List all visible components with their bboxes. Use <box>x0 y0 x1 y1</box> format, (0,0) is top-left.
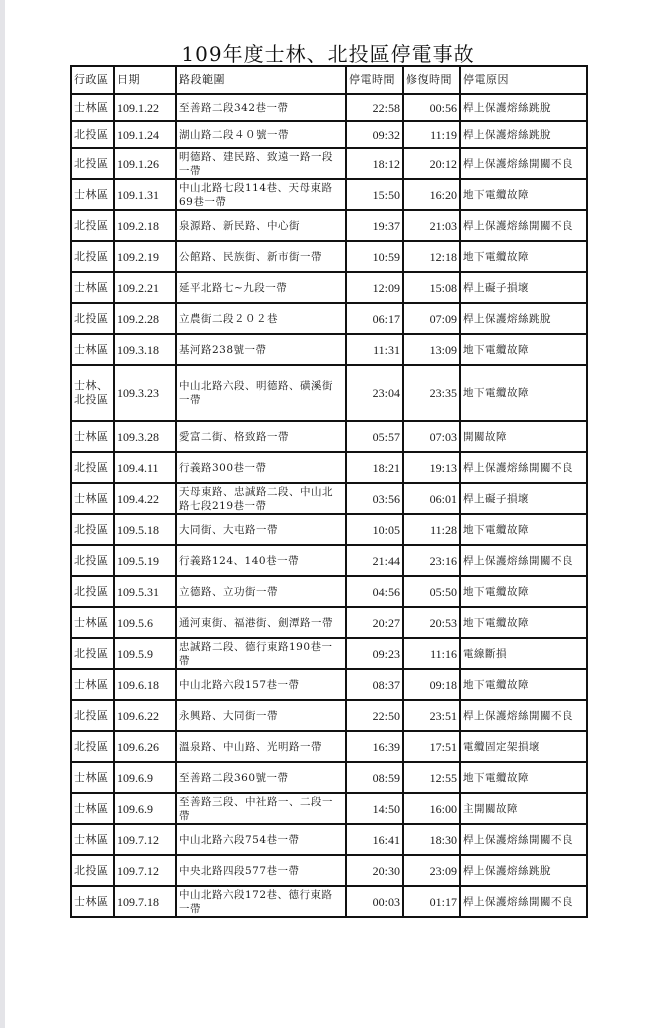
cell-outage-time: 06:17 <box>346 303 403 334</box>
cell-outage-time: 14:50 <box>346 793 403 824</box>
cell-district: 北投區 <box>71 148 114 179</box>
cell-range: 行義路124、140巷一帶 <box>176 545 346 576</box>
table-row <box>71 121 587 148</box>
cell-cause: 桿上保護熔絲開關不良 <box>460 148 587 179</box>
table-row <box>71 94 587 121</box>
cell-restore-time: 11:19 <box>403 121 460 148</box>
cell-date: 109.3.23 <box>114 365 176 421</box>
cell-date: 109.1.31 <box>114 179 176 210</box>
cell-district: 士林區 <box>71 669 114 700</box>
cell-district: 北投區 <box>71 638 114 669</box>
cell-range: 延平北路七~九段一帶 <box>176 272 346 303</box>
cell-range: 明德路、建民路、致遠一路一段一帶 <box>176 148 346 179</box>
cell-restore-time: 11:28 <box>403 514 460 545</box>
cell-outage-time: 19:37 <box>346 210 403 241</box>
cell-district: 北投區 <box>71 303 114 334</box>
cell-district: 士林區 <box>71 762 114 793</box>
cell-outage-time: 16:39 <box>346 731 403 762</box>
cell-cause: 地下電纜故障 <box>460 514 587 545</box>
cell-date: 109.6.9 <box>114 793 176 824</box>
cell-date: 109.2.28 <box>114 303 176 334</box>
cell-date: 109.6.9 <box>114 762 176 793</box>
cell-cause: 地下電纜故障 <box>460 365 587 421</box>
cell-district: 士林區 <box>71 793 114 824</box>
cell-date: 109.6.22 <box>114 700 176 731</box>
header-cause: 停電原因 <box>460 66 587 94</box>
table-row <box>71 452 587 483</box>
cell-district: 北投區 <box>71 731 114 762</box>
cell-outage-time: 20:30 <box>346 855 403 886</box>
page-title: 109年度士林、北投區停電事故 <box>181 42 475 66</box>
cell-cause: 地下電纜故障 <box>460 607 587 638</box>
header-date: 日期 <box>114 66 176 94</box>
cell-date: 109.5.31 <box>114 576 176 607</box>
table-row <box>71 855 587 886</box>
cell-range: 中山北路六段172巷、德行東路一帶 <box>176 886 346 917</box>
cell-cause: 桿上保護熔絲開關不良 <box>460 210 587 241</box>
table-row <box>71 700 587 731</box>
cell-outage-time: 09:32 <box>346 121 403 148</box>
cell-district: 北投區 <box>71 210 114 241</box>
cell-district: 北投區 <box>71 576 114 607</box>
header-restore-time: 修復時間 <box>403 66 460 94</box>
cell-restore-time: 00:56 <box>403 94 460 121</box>
cell-range: 行義路300巷一帶 <box>176 452 346 483</box>
table-row <box>71 545 587 576</box>
cell-cause: 桿上保護熔絲開關不良 <box>460 886 587 917</box>
cell-restore-time: 13:09 <box>403 334 460 365</box>
cell-outage-time: 15:50 <box>346 179 403 210</box>
table-header-row <box>71 66 587 94</box>
cell-cause: 桿上保護熔絲開關不良 <box>460 452 587 483</box>
cell-date: 109.2.19 <box>114 241 176 272</box>
table-row <box>71 793 587 824</box>
table-row <box>71 824 587 855</box>
cell-outage-time: 05:57 <box>346 421 403 452</box>
table-row <box>71 483 587 514</box>
cell-cause: 電線斷損 <box>460 638 587 669</box>
cell-outage-time: 10:59 <box>346 241 403 272</box>
cell-range: 至善路二段360號一帶 <box>176 762 346 793</box>
cell-date: 109.7.12 <box>114 855 176 886</box>
cell-cause: 地下電纜故障 <box>460 179 587 210</box>
cell-restore-time: 12:18 <box>403 241 460 272</box>
cell-restore-time: 20:12 <box>403 148 460 179</box>
cell-date: 109.5.6 <box>114 607 176 638</box>
cell-district: 北投區 <box>71 855 114 886</box>
cell-outage-time: 11:31 <box>346 334 403 365</box>
cell-range: 中央北路四段577巷一帶 <box>176 855 346 886</box>
cell-district: 士林區 <box>71 334 114 365</box>
cell-range: 立德路、立功街一帶 <box>176 576 346 607</box>
cell-range: 至善路二段342巷一帶 <box>176 94 346 121</box>
cell-cause: 地下電纜故障 <box>460 241 587 272</box>
cell-restore-time: 23:16 <box>403 545 460 576</box>
cell-outage-time: 16:41 <box>346 824 403 855</box>
cell-cause: 桿上礙子損壞 <box>460 272 587 303</box>
cell-date: 109.5.19 <box>114 545 176 576</box>
cell-district: 北投區 <box>71 121 114 148</box>
cell-district: 北投區 <box>71 452 114 483</box>
header-outage-time: 停電時間 <box>346 66 403 94</box>
table-row <box>71 514 587 545</box>
cell-date: 109.5.9 <box>114 638 176 669</box>
cell-range: 至善路三段、中社路一、二段一帶 <box>176 793 346 824</box>
cell-cause: 桿上保護熔絲跳脫 <box>460 303 587 334</box>
cell-cause: 電纜固定架損壞 <box>460 731 587 762</box>
cell-outage-time: 09:23 <box>346 638 403 669</box>
cell-date: 109.3.18 <box>114 334 176 365</box>
cell-date: 109.4.11 <box>114 452 176 483</box>
cell-cause: 地下電纜故障 <box>460 669 587 700</box>
cell-cause: 地下電纜故障 <box>460 576 587 607</box>
outage-table <box>70 65 588 918</box>
table-row <box>71 669 587 700</box>
table-row <box>71 303 587 334</box>
cell-cause: 開關故障 <box>460 421 587 452</box>
cell-range: 通河東街、福港街、劍潭路一帶 <box>176 607 346 638</box>
cell-district: 士林區 <box>71 607 114 638</box>
cell-district: 士林區 <box>71 824 114 855</box>
cell-outage-time: 10:05 <box>346 514 403 545</box>
table-row <box>71 607 587 638</box>
cell-cause: 桿上保護熔絲開關不良 <box>460 824 587 855</box>
table-row <box>71 334 587 365</box>
cell-date: 109.4.22 <box>114 483 176 514</box>
table-row <box>71 638 587 669</box>
cell-district: 士林區 <box>71 94 114 121</box>
cell-cause: 主開關故障 <box>460 793 587 824</box>
table-row <box>71 421 587 452</box>
cell-range: 天母東路、忠誠路二段、中山北路七段219巷一帶 <box>176 483 346 514</box>
cell-range: 湖山路二段４０號一帶 <box>176 121 346 148</box>
cell-restore-time: 17:51 <box>403 731 460 762</box>
cell-district: 士林區 <box>71 483 114 514</box>
cell-outage-time: 08:59 <box>346 762 403 793</box>
cell-range: 泉源路、新民路、中心街 <box>176 210 346 241</box>
cell-restore-time: 01:17 <box>403 886 460 917</box>
cell-range: 中山北路七段114巷、天母東路69巷一帶 <box>176 179 346 210</box>
cell-cause: 桿上保護熔絲跳脫 <box>460 855 587 886</box>
cell-district: 士林區 <box>71 272 114 303</box>
cell-outage-time: 04:56 <box>346 576 403 607</box>
header-range: 路段範圍 <box>176 66 346 94</box>
cell-restore-time: 07:09 <box>403 303 460 334</box>
cell-restore-time: 18:30 <box>403 824 460 855</box>
cell-restore-time: 23:51 <box>403 700 460 731</box>
cell-restore-time: 07:03 <box>403 421 460 452</box>
cell-outage-time: 18:12 <box>346 148 403 179</box>
table-row <box>71 365 587 421</box>
cell-range: 忠誠路二段、德行東路190巷一帶 <box>176 638 346 669</box>
table-row <box>71 731 587 762</box>
cell-restore-time: 20:53 <box>403 607 460 638</box>
cell-range: 公館路、民族街、新市街一帶 <box>176 241 346 272</box>
table-row <box>71 148 587 179</box>
cell-outage-time: 20:27 <box>346 607 403 638</box>
page-edge <box>0 0 5 1028</box>
cell-outage-time: 22:50 <box>346 700 403 731</box>
cell-date: 109.7.18 <box>114 886 176 917</box>
cell-restore-time: 05:50 <box>403 576 460 607</box>
header-district: 行政區 <box>71 66 114 94</box>
cell-range: 愛富二街、格致路一帶 <box>176 421 346 452</box>
cell-district: 北投區 <box>71 241 114 272</box>
cell-range: 永興路、大同街一帶 <box>176 700 346 731</box>
cell-date: 109.1.26 <box>114 148 176 179</box>
cell-restore-time: 15:08 <box>403 272 460 303</box>
table-row <box>71 210 587 241</box>
cell-cause: 桿上礙子損壞 <box>460 483 587 514</box>
cell-date: 109.6.26 <box>114 731 176 762</box>
table-row <box>71 272 587 303</box>
cell-cause: 桿上保護熔絲跳脫 <box>460 121 587 148</box>
cell-cause: 桿上保護熔絲跳脫 <box>460 94 587 121</box>
cell-date: 109.3.28 <box>114 421 176 452</box>
cell-restore-time: 23:09 <box>403 855 460 886</box>
cell-outage-time: 00:03 <box>346 886 403 917</box>
cell-cause: 桿上保護熔絲開關不良 <box>460 545 587 576</box>
cell-outage-time: 23:04 <box>346 365 403 421</box>
table-row <box>71 576 587 607</box>
cell-outage-time: 08:37 <box>346 669 403 700</box>
cell-range: 立農街二段２０２巷 <box>176 303 346 334</box>
table-row <box>71 762 587 793</box>
cell-range: 基河路238號一帶 <box>176 334 346 365</box>
cell-restore-time: 21:03 <box>403 210 460 241</box>
cell-restore-time: 06:01 <box>403 483 460 514</box>
cell-range: 中山北路六段157巷一帶 <box>176 669 346 700</box>
cell-district: 士林區 <box>71 421 114 452</box>
cell-date: 109.2.18 <box>114 210 176 241</box>
cell-cause: 地下電纜故障 <box>460 334 587 365</box>
cell-range: 溫泉路、中山路、光明路一帶 <box>176 731 346 762</box>
table-row <box>71 886 587 917</box>
cell-restore-time: 16:20 <box>403 179 460 210</box>
cell-date: 109.1.24 <box>114 121 176 148</box>
cell-restore-time: 09:18 <box>403 669 460 700</box>
cell-cause: 地下電纜故障 <box>460 762 587 793</box>
table-row <box>71 241 587 272</box>
cell-restore-time: 11:16 <box>403 638 460 669</box>
table-row <box>71 179 587 210</box>
cell-district: 士林、北投區 <box>71 365 114 421</box>
cell-district: 北投區 <box>71 545 114 576</box>
cell-outage-time: 18:21 <box>346 452 403 483</box>
cell-range: 中山北路六段754巷一帶 <box>176 824 346 855</box>
cell-restore-time: 23:35 <box>403 365 460 421</box>
cell-district: 北投區 <box>71 700 114 731</box>
cell-outage-time: 21:44 <box>346 545 403 576</box>
cell-cause: 桿上保護熔絲開關不良 <box>460 700 587 731</box>
cell-restore-time: 16:00 <box>403 793 460 824</box>
cell-date: 109.2.21 <box>114 272 176 303</box>
cell-district: 士林區 <box>71 886 114 917</box>
cell-date: 109.5.18 <box>114 514 176 545</box>
cell-date: 109.7.12 <box>114 824 176 855</box>
cell-restore-time: 12:55 <box>403 762 460 793</box>
cell-district: 士林區 <box>71 179 114 210</box>
cell-outage-time: 03:56 <box>346 483 403 514</box>
cell-district: 北投區 <box>71 514 114 545</box>
cell-range: 中山北路六段、明德路、磺溪街一帶 <box>176 365 346 421</box>
cell-outage-time: 22:58 <box>346 94 403 121</box>
cell-date: 109.6.18 <box>114 669 176 700</box>
cell-date: 109.1.22 <box>114 94 176 121</box>
cell-outage-time: 12:09 <box>346 272 403 303</box>
cell-restore-time: 19:13 <box>403 452 460 483</box>
cell-range: 大同街、大屯路一帶 <box>176 514 346 545</box>
